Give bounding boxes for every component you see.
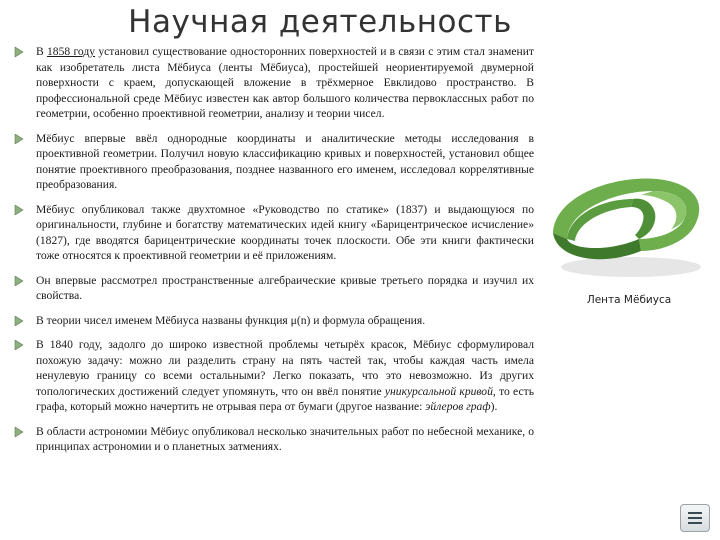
bullet-marker-icon xyxy=(14,316,24,326)
bullet-text: В теории чисел именем Мёбиуса названы функция μ(n) и формула обращения. xyxy=(36,313,426,327)
bullet-item xyxy=(14,44,534,122)
bullet-item xyxy=(14,131,534,193)
bullet-text: Мёбиус впервые ввёл однородные координаты и аналитические методы исследования в проективной геометрии. Получил новую классификацию кривых и поверхностей, установил общее понятие проективного преобразования, позднее названного его именем, исследовал коррелятивные преобразования. xyxy=(36,131,534,191)
mobius-strip-image xyxy=(545,155,713,295)
bullet-text: В области астрономии Мёбиус опубликовал несколько значительных работ по небесной механике, о принципах астрономии и о планетных затмениях. xyxy=(36,424,534,453)
bullet-text: Мёбиус опубликовал также двухтомное «Руководство по статике» (1837) и выдающуюся по оригинальности, глубине и богатству математических идей книгу «Барицентрическое исчисление» (1827), где вводятся барицентрические координаты точек плоскости. Обе эти книги фактически тоже относятся к проективной геометрии и её приложениям. xyxy=(36,202,534,262)
bullet-item xyxy=(14,202,534,264)
bullet-text: , то есть графа, который можно начертить не отрывая пера от бумаги (другое название: xyxy=(36,384,534,413)
menu-icon xyxy=(686,510,704,526)
bullet-marker-icon xyxy=(14,427,24,437)
bullet-list xyxy=(14,44,534,464)
bullet-text: В 1840 году, задолго до широко известной проблемы четырёх красок, Мёбиус сформулировал похожую задачу: можно ли разделить страну на пять частей так, чтобы каждая часть имела ненулевую границу со всеми остальными? Легко показать, что это невозможно. Из других топологических достижений следует упомянуть, что он ввёл понятие xyxy=(36,338,534,398)
slide-title: Научная деятельность xyxy=(128,4,512,40)
bullet-item xyxy=(14,313,534,329)
bullet-text: установил существование односторонних поверхностей и в связи с этим стал знаменит как изобретатель листа Мёбиуса (ленты Мёбиуса), простейшей неориентируемой двумерной поверхности с краем, допускающей вложение в трёхмерное Евклидово пространство. В профессиональной среде Мёбиус известен как автор большого количества первоклассных работ по геометрии, особенно проективной геометрии, анализу и теории чисел. xyxy=(36,45,534,120)
bullet-item xyxy=(14,424,534,455)
bullet-text: ). xyxy=(490,400,498,413)
navigation-button[interactable] xyxy=(680,504,710,532)
bullet-marker-icon xyxy=(14,205,24,215)
bullet-text: Он впервые рассмотрел пространственные алгебраические кривые третьего порядка и изучил их свойства. xyxy=(36,273,534,302)
figure-caption: Лента Мёбиуса xyxy=(586,294,672,306)
bullet-text: В xyxy=(36,45,47,58)
bullet-marker-icon xyxy=(14,340,24,350)
bullet-marker-icon xyxy=(14,134,24,144)
underlined-text: 1858 году xyxy=(47,45,96,58)
bullet-item xyxy=(14,273,534,304)
bullet-marker-icon xyxy=(14,276,24,286)
bullet-marker-icon xyxy=(14,47,24,57)
italic-term: уникурсальной кривой xyxy=(384,384,493,398)
italic-term: эйлеров граф xyxy=(425,400,491,413)
bullet-item xyxy=(14,337,534,415)
